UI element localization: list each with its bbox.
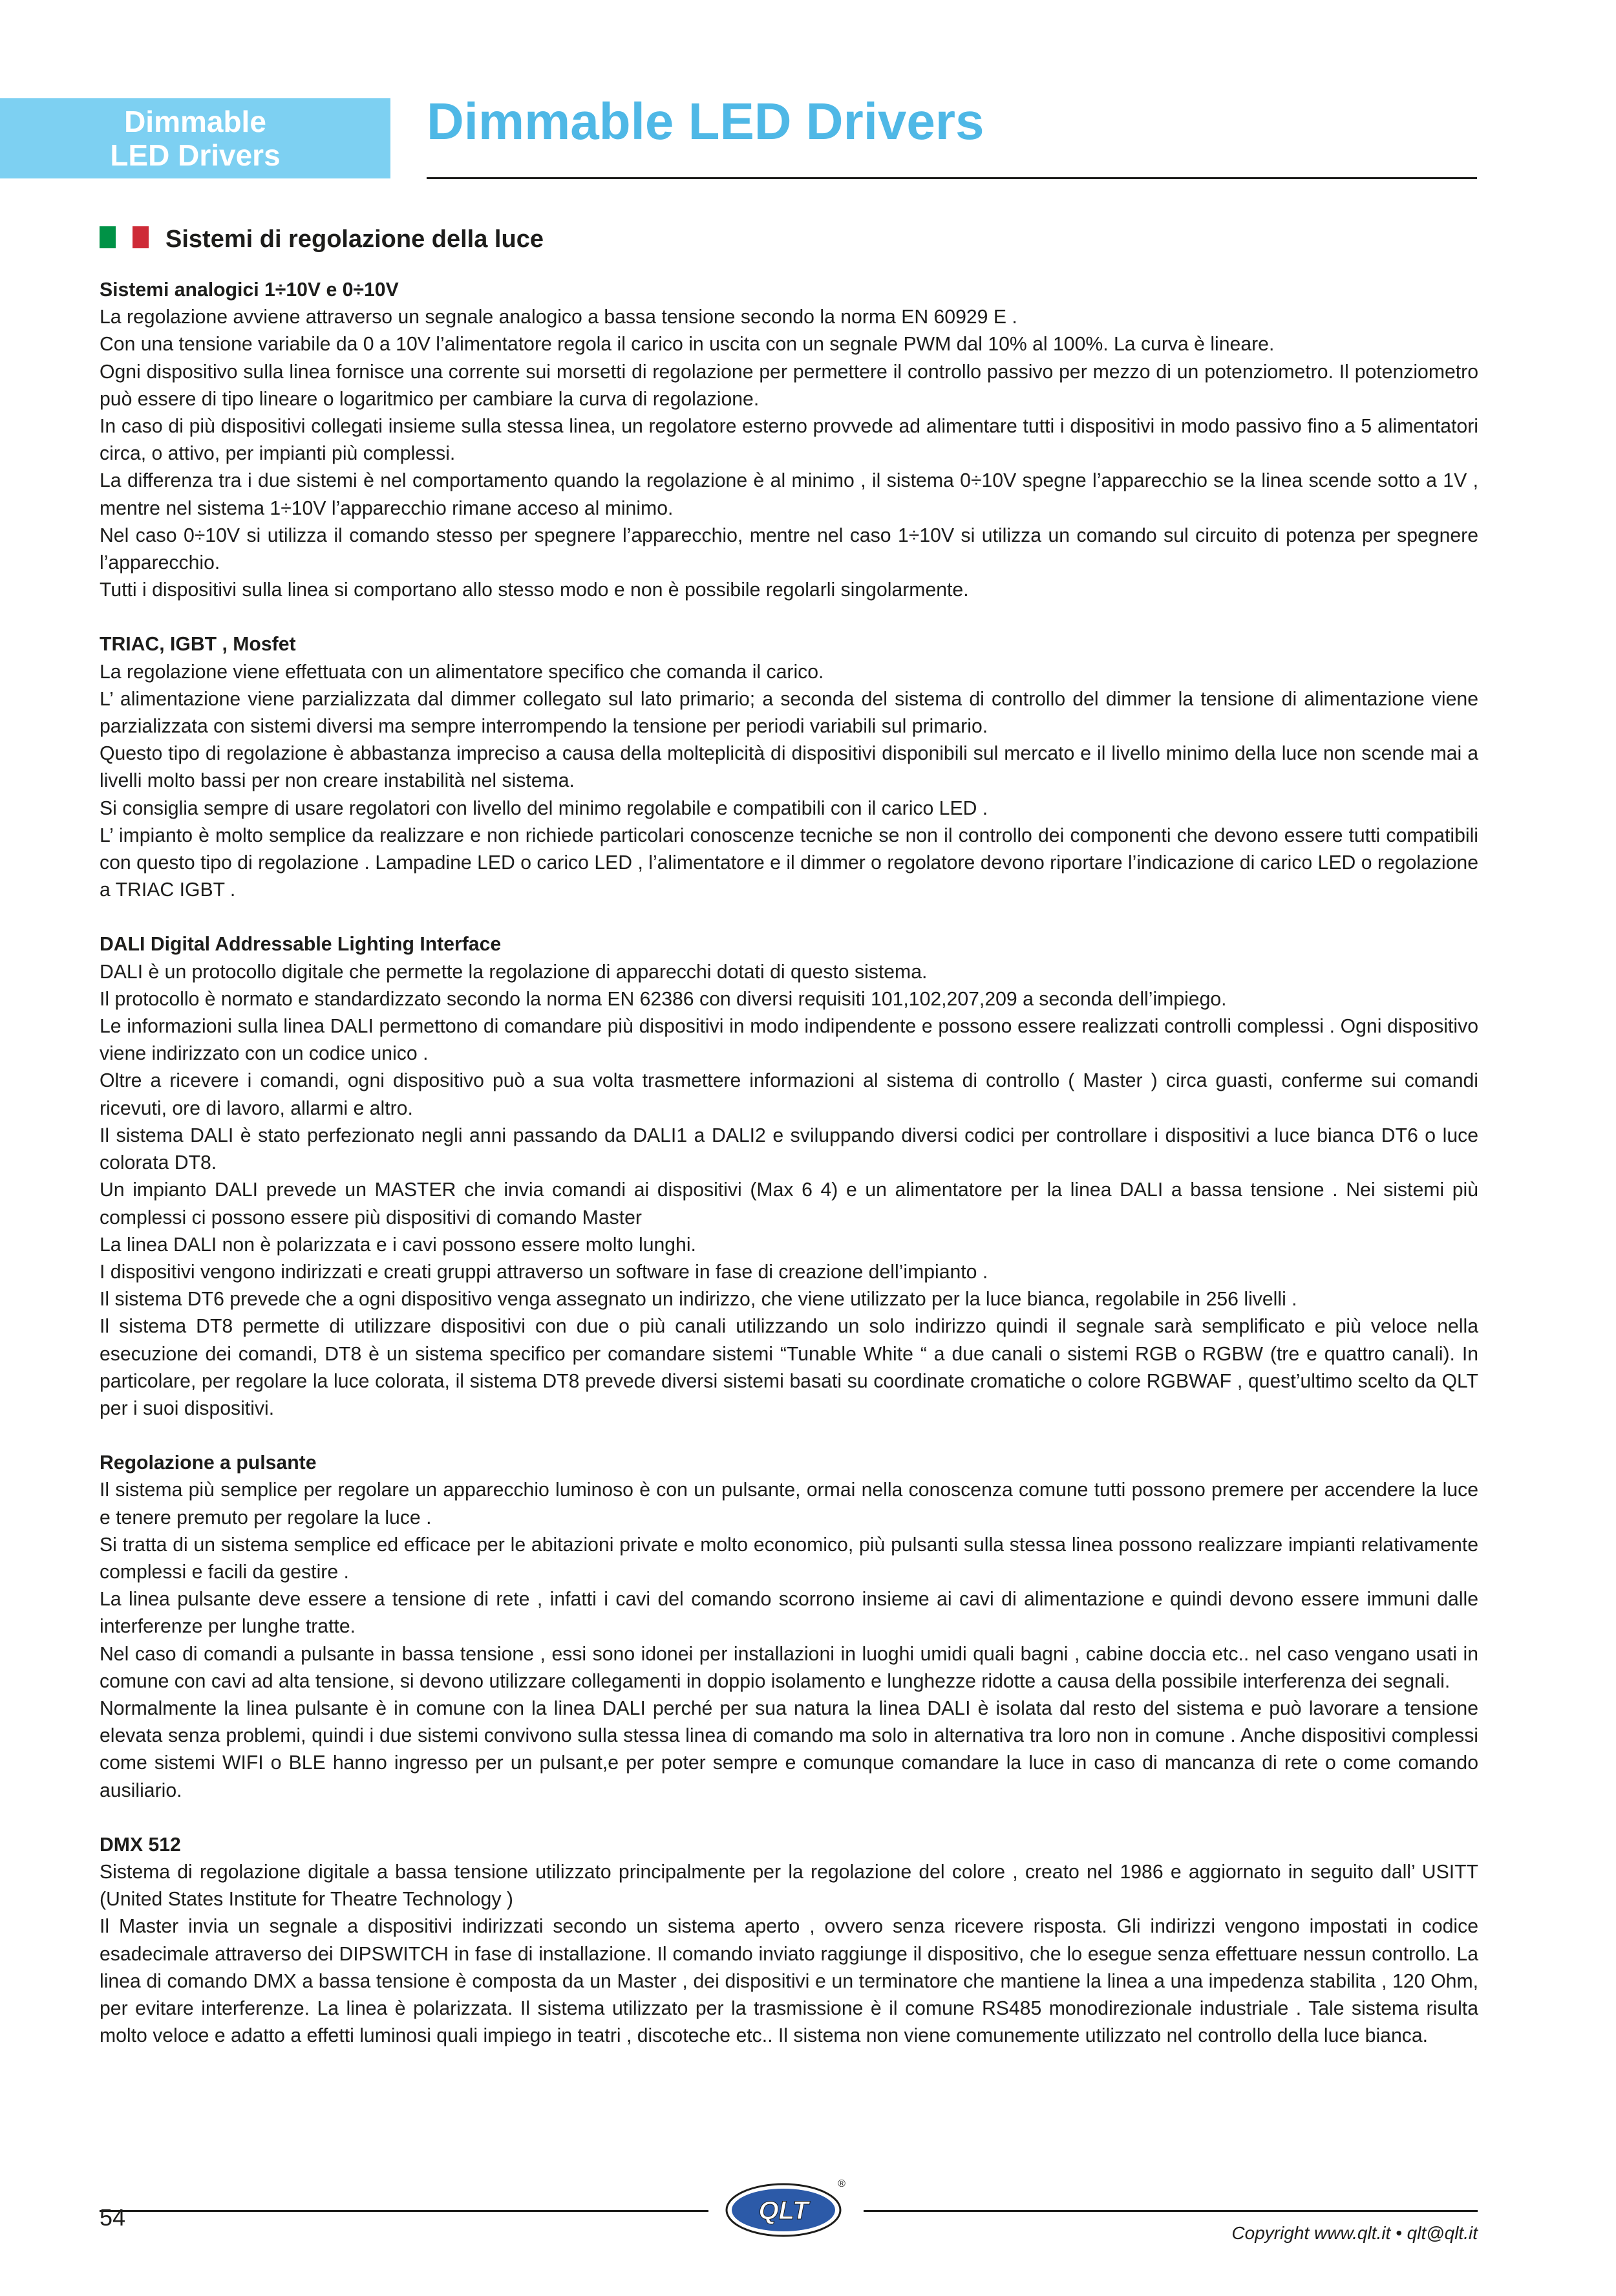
paragraph: Il sistema DALI è stato perfezionato negli anni passando da DALI1 a DALI2 e sviluppando diversi codici per controllare i dispositivi a luce bianca DT6 o luce colorata DT8. — [100, 1124, 1478, 1174]
paragraph: Il sistema DT6 prevede che a ogni dispositivo venga assegnato un indirizzo, che viene utilizzato per la luce bianca, regolabile in 256 livelli . — [100, 1289, 1297, 1311]
title-divider — [427, 177, 1477, 179]
registered-mark: ® — [838, 2178, 845, 2189]
paragraph: Nel caso 0÷10V si utilizza il comando stesso per spegnere l’apparecchio, mentre nel caso 1÷10V si utilizza un comando sul circuito di potenza per spegnere l’apparecchio. — [100, 524, 1478, 574]
text-section — [100, 277, 1478, 604]
flag-stripe-white — [116, 226, 132, 248]
text-section — [100, 1832, 1478, 2050]
header-tab — [0, 98, 390, 178]
paragraph: DALI è un protocollo digitale che permette la regolazione di apparecchi dotati di questo sistema. — [100, 961, 928, 983]
paragraph: Con una tensione variabile da 0 a 10V l’alimentatore regola il carico in uscita con un segnale PWM dal 10% al 100%. La curva è lineare. — [100, 334, 1275, 356]
text-section — [100, 631, 1478, 904]
paragraph: La regolazione avviene attraverso un segnale analogico a bassa tensione secondo la norma EN 60929 E . — [100, 306, 1017, 328]
subsection-heading: DMX 512 — [100, 1834, 181, 1856]
paragraph: Sistema di regolazione digitale a bassa tensione utilizzato principalmente per la regolazione del colore , creato nel 1986 e aggiornato in seguito dall’ USITT (United States Institute for Theatre Technology ) — [100, 1861, 1478, 1911]
text-section — [100, 1450, 1478, 1805]
subsection-heading: DALI Digital Addressable Lighting Interface — [100, 934, 502, 956]
subsection-heading: Sistemi analogici 1÷10V e 0÷10V — [100, 279, 399, 301]
paragraph: Il sistema più semplice per regolare un apparecchio luminoso è con un pulsante, ormai nella conoscenza comune tutti possono premere per accendere la luce e tenere premuto per regolare la luce . — [100, 1479, 1478, 1529]
paragraph: Si tratta di un sistema semplice ed efficace per le abitazioni private e molto economico, più pulsanti sulla stessa linea possono realizzare impianti relativamente complessi e facili da gestire . — [100, 1534, 1478, 1583]
header-tab-line1: Dimmable — [124, 105, 266, 138]
paragraph: Il protocollo è normato e standardizzato secondo la norma EN 62386 con diversi requisiti 101,102,207,209 a seconda dell’impiego. — [100, 988, 1227, 1010]
footer-divider-left — [100, 2210, 708, 2212]
qlt-logo — [721, 2173, 851, 2244]
paragraph: Un impianto DALI prevede un MASTER che invia comandi ai dispositivi (Max 6 4) e un alimentatore per la linea DALI a bassa tensione . Nei sistemi più complessi ci possono essere più dispositivi di comando Master — [100, 1179, 1478, 1228]
paragraph: La differenza tra i due sistemi è nel comportamento quando la regolazione è al minimo , il sistema 0÷10V spegne l’apparecchio se la linea scende sotto a 1V , mentre nel sistema 1÷10V l’apparecchio rimane acceso al minimo. — [100, 470, 1478, 519]
paragraph: Il Master invia un segnale a dispositivi indirizzati secondo un sistema aperto , ovvero senza ricevere risposta. Gli indirizzi vengono impostati in codice esadecimale attraverso dei DIPSWITCH in fase di installazione. Il comando inviato raggiunge il dispositivo, che lo esegue senza effettuare nessun controllo. La linea di comando DMX a bassa tensione è composta da un Master , dei dispositivi e un terminatore che mantiene la linea a una impedenza stabilita , 120 Ohm, per evitare interferenze. La linea è polarizzata. Il sistema utilizzato per la trasmissione è il comune RS485 monodirezionale industriale . Tale sistema risulta molto veloce e adatto a effetti luminosi quali impiego in teatri , discoteche etc.. Il sistema non viene comunemente utilizzato nel controllo della luce bianca. — [100, 1916, 1478, 2047]
paragraph: L’ impianto è molto semplice da realizzare e non richiede particolari conoscenze tecniche se non il controllo dei componenti che devono essere tutti compatibili con questo tipo di regolazione . Lampadine LED o carico LED , l’alimentatore e il dimmer o regolatore devono riportare l’indicazione di carico LED o regolazione a TRIAC IGBT . — [100, 824, 1478, 901]
page-title: Dimmable LED Drivers — [427, 92, 984, 150]
paragraph: Ogni dispositivo sulla linea fornisce una corrente sui morsetti di regolazione per permettere il controllo passivo per mezzo di un potenziometro. Il potenziometro può essere di tipo lineare o logaritmico per cambiare la curva di regolazione. — [100, 361, 1478, 410]
page-number: 54 — [100, 2204, 126, 2231]
paragraph: Nel caso di comandi a pulsante in bassa tensione , essi sono idonei per installazioni in luoghi umidi quali bagni , cabine doccia etc.. nel caso vengano usati in comune con cavi ad alta tensione, si devono utilizzare collegamenti in doppio isolamento e lunghezze ridotte a causa della possibile interferenza dei segnali. — [100, 1643, 1478, 1692]
paragraph: Normalmente la linea pulsante è in comune con la linea DALI perché per sua natura la linea DALI è isolata dal resto del sistema e può lavorare a tensione elevata senza problemi, quindi i due sistemi convivono sulla stessa linea di comando ma solo in alternativa tra loro non in comune . Anche dispositivi complessi come sistemi WIFI o BLE hanno ingresso per un pulsant,e per poter sempre e comunque comandare la luce in caso di mancanza di rete o come comando ausiliario. — [100, 1697, 1478, 1801]
paragraph: Si consiglia sempre di usare regolatori con livello del minimo regolabile e compatibili con il carico LED . — [100, 797, 988, 819]
subsection-heading: TRIAC, IGBT , Mosfet — [100, 634, 296, 656]
paragraph: Tutti i dispositivi sulla linea si comportano allo stesso modo e non è possibile regolarli singolarmente. — [100, 579, 969, 601]
footer-divider-right — [864, 2210, 1478, 2212]
section-heading: Sistemi di regolazione della luce — [165, 226, 544, 253]
paragraph: Le informazioni sulla linea DALI permettono di comandare più dispositivi in modo indipendente e possono essere realizzati controlli complessi . Ogni dispositivo viene indirizzato con un codice unico . — [100, 1016, 1478, 1065]
subsection-heading: Regolazione a pulsante — [100, 1452, 317, 1474]
logo-text: QLT — [758, 2196, 809, 2225]
copyright-text: Copyright www.qlt.it • qlt@qlt.it — [1231, 2223, 1478, 2243]
header-tab-line2: LED Drivers — [110, 138, 281, 172]
paragraph: La linea pulsante deve essere a tensione di rete , infatti i cavi del comando scorrono insieme ai cavi di alimentazione e quindi devono essere immuni dalle interferenze per lunghe tratte. — [100, 1589, 1478, 1638]
paragraph: La regolazione viene effettuata con un alimentatore specifico che comanda il carico. — [100, 661, 824, 683]
paragraph: Questo tipo di regolazione è abbastanza impreciso a causa della molteplicità di dispositivi disponibili sul mercato e il livello minimo della luce non scende mai a livelli molto bassi per non creare instabilità nel sistema. — [100, 743, 1478, 792]
paragraph: L’ alimentazione viene parzializzata dal dimmer collegato sul lato primario; a seconda del sistema di controllo del dimmer la tensione di alimentazione viene parzializzata con sistemi diversi ma sempre interrompendo la tensione per periodi variabili sul primario. — [100, 688, 1478, 738]
text-section — [100, 931, 1478, 1422]
paragraph: La linea DALI non è polarizzata e i cavi possono essere molto lunghi. — [100, 1234, 696, 1256]
paragraph: Oltre a ricevere i comandi, ogni dispositivo può a sua volta trasmettere informazioni al sistema di controllo ( Master ) circa guasti, conferme sui comandi ricevuti, ore di lavoro, allarmi e altro. — [100, 1070, 1478, 1119]
paragraph: In caso di più dispositivi collegati insieme sulla stessa linea, un regolatore esterno provvede ad alimentare tutti i dispositivi in modo passivo fino a 5 alimentatori circa, o attivo, per impianti più complessi. — [100, 416, 1478, 465]
italian-flag-icon — [100, 226, 149, 248]
flag-stripe-red — [133, 226, 149, 248]
article-body — [100, 277, 1478, 2077]
flag-stripe-green — [100, 226, 116, 248]
paragraph: I dispositivi vengono indirizzati e creati gruppi attraverso un software in fase di creazione dell’impianto . — [100, 1261, 988, 1283]
paragraph: Il sistema DT8 permette di utilizzare dispositivi con due o più canali utilizzando un solo indirizzo quindi il segnale sarà semplificato e più veloce nella esecuzione dei comandi, DT8 è un sistema specifico per comandare sistemi “Tunable White “ a due canali o sistemi RGB o RGBW (tre e quattro canali). In particolare, per regolare la luce colorata, il sistema DT8 prevede diversi sistemi basati su coordinate cromatiche o colore RGBWAF , quest’ultimo scelto da QLT per i suoi dispositivi. — [100, 1316, 1478, 1419]
